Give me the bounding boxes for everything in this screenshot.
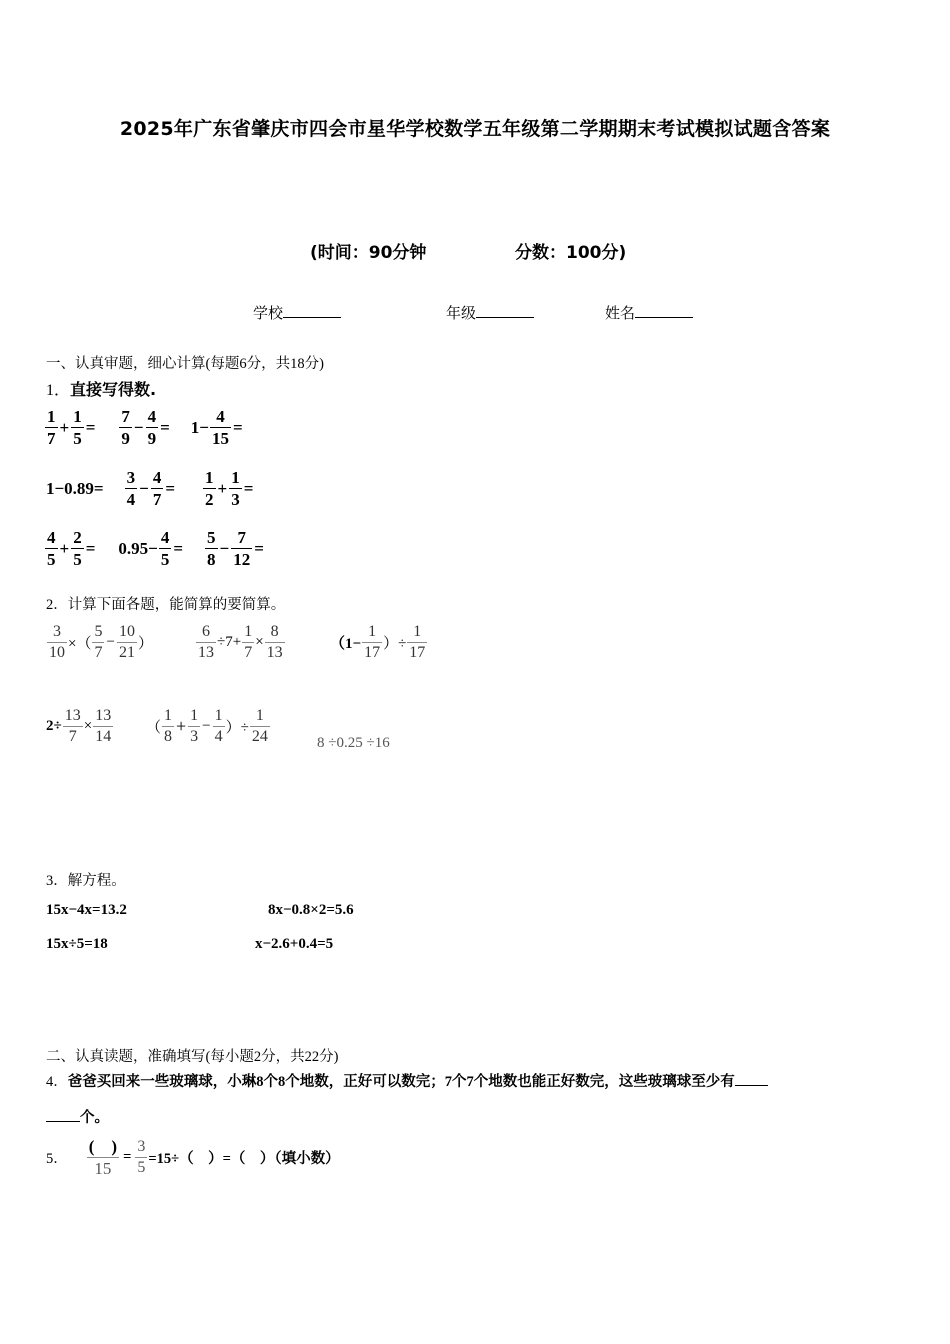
q4-body: 爸爸买回来一些玻璃球，小琳8个8个地数，正好可以数完；7个7个地数也能正好数完，这些玻璃球至少有: [67, 1074, 735, 1090]
q4-number: 4．: [46, 1074, 68, 1090]
q5-number: 5．: [46, 1151, 68, 1167]
grade-blank[interactable]: [476, 302, 534, 318]
name-blank[interactable]: [635, 302, 693, 318]
fraction: $\frac{1}{7}$: [47, 407, 56, 448]
decimal-term: 1−0.89=: [46, 478, 104, 498]
fraction: $\frac{1}{3}$: [190, 707, 199, 745]
fraction: $\frac{5}{7}$: [94, 623, 103, 661]
section2-heading: 二、认真读题，准确填写(每小题2分，共22分): [46, 1049, 339, 1065]
q2-prompt: 计算下面各题，能简算的要简算。: [67, 597, 286, 613]
fraction: $\frac{3}{5}$: [137, 1138, 146, 1176]
q5-row: 5． $\frac{( )}{15}$ = $\frac{3}{5}$ =15÷（ ）=（ ）（填小数）: [46, 1137, 340, 1178]
fraction: $\frac{3}{10}$: [49, 623, 65, 661]
q3-equation-3: 15x÷5=18: [46, 936, 108, 952]
school-blank[interactable]: [283, 302, 341, 318]
fraction: $\frac{6}{13}$: [198, 623, 214, 661]
grade-field[interactable]: [446, 302, 534, 323]
q4-answer-blank-cont[interactable]: [46, 1106, 80, 1122]
q3-equation-2: 8x−0.8×2=5.6: [268, 902, 354, 918]
q4-tail: 个。: [80, 1110, 109, 1126]
school-label: 学校: [253, 304, 284, 322]
fraction: $\frac{5}{8}$: [207, 528, 216, 569]
q4-text: [46, 1070, 768, 1091]
fraction: $\frac{1}{5}$: [73, 407, 82, 448]
exam-time: (时间：90分钟: [310, 243, 427, 263]
q1-number: 1．: [46, 382, 71, 399]
name-label: 姓名: [605, 304, 636, 322]
q2-row2-expr3: 8 ÷0.25 ÷16: [317, 735, 390, 751]
fraction: $\frac{7}{9}$: [121, 407, 130, 448]
fraction: $\frac{1}{2}$: [205, 468, 214, 509]
grade-label: 年级: [446, 304, 477, 322]
q3-equation-4: x−2.6+0.4=5: [255, 936, 334, 952]
fraction: $\frac{4}{5}$: [47, 528, 56, 569]
q3-header: [46, 869, 126, 890]
fraction: $\frac{1}{7}$: [244, 623, 253, 661]
q4-answer-blank[interactable]: [735, 1070, 768, 1086]
fraction: $\frac{3}{4}$: [126, 468, 136, 509]
q2-row2-expr2: （ $\frac{1}{8}$ + $\frac{1}{3}$ − $\frac{1}{4}$ ）÷ $\frac{1}{24}$: [146, 707, 268, 745]
name-field[interactable]: [605, 302, 693, 323]
fraction: $\frac{1}{4}$: [214, 707, 223, 745]
q1-row3: $\frac{4}{5}$ + $\frac{2}{5}$ = 0.95− $\frac{4}{5}$ = $\frac{5}{8}$ − $\frac{7}{12}$ =: [47, 528, 264, 569]
exam-title: 2025年广东省肇庆市四会市星华学校数学五年级第二学期期末考试模拟试题含答案: [119, 118, 831, 140]
q5-rest: =15÷（ ）=（ ）（填小数）: [148, 1151, 340, 1167]
fraction: $\frac{1}{17}$: [364, 623, 381, 661]
q3-equation-1: 15x−4x=13.2: [46, 902, 127, 918]
q2-number: 2．: [46, 597, 68, 613]
fraction: $\frac{8}{13}$: [266, 623, 283, 661]
q1-row1: $\frac{1}{7}$ + $\frac{1}{5}$ = $\frac{7}{9}$ − $\frac{4}{9}$ = 1− $\frac{4}{15}$ =: [47, 407, 243, 448]
fraction: $\frac{2}{5}$: [73, 528, 82, 569]
fraction: $\frac{1}{8}$: [164, 707, 173, 745]
q2-row1-expr1: $\frac{3}{10}$ ×（ $\frac{5}{7}$ − $\frac{10}{21}$ ）: [49, 623, 153, 661]
q1-header: [46, 377, 156, 400]
section1-heading: 一、认真审题，细心计算(每题6分，共18分): [46, 356, 324, 372]
decimal-term: 0.95−: [118, 538, 158, 558]
q1-row2: 1−0.89= $\frac{3}{4}$ − $\frac{4}{7}$ = $\frac{1}{2}$ + $\frac{1}{3}$ =: [46, 468, 254, 509]
q2-row2-expr1: 2÷ $\frac{13}{7}$ × $\frac{13}{14}$: [46, 707, 112, 745]
integer-term: 1−: [190, 417, 209, 437]
exam-score: 分数：100分): [515, 243, 627, 263]
fraction: $\frac{7}{12}$: [233, 528, 251, 569]
fraction: $\frac{1}{24}$: [251, 707, 268, 745]
fraction: $\frac{4}{5}$: [160, 528, 170, 569]
fraction: $\frac{4}{15}$: [211, 407, 229, 448]
q2-row1-expr2: $\frac{6}{13}$ ÷7+ $\frac{1}{7}$ × $\frac{8}{13}$: [198, 623, 283, 661]
fraction: $\frac{1}{17}$: [409, 623, 426, 661]
fraction: $\frac{10}{21}$: [118, 623, 135, 661]
q3-prompt: 解方程。: [67, 873, 126, 889]
fraction: $\frac{13}{7}$: [64, 707, 81, 745]
q2-row1-expr3: （1− $\frac{1}{17}$ ）÷ $\frac{1}{17}$: [330, 623, 426, 661]
fraction: $\frac{1}{3}$: [231, 468, 240, 509]
q1-prompt: 直接写得数.: [70, 380, 157, 399]
fraction: $\frac{4}{7}$: [152, 468, 162, 509]
q2-header: [46, 593, 285, 614]
fraction: $\frac{13}{14}$: [95, 707, 112, 745]
fraction-blank[interactable]: $\frac{( )}{15}$: [88, 1137, 118, 1178]
q3-number: 3．: [46, 873, 68, 889]
q4-text-cont: [46, 1106, 109, 1127]
school-field[interactable]: [253, 302, 341, 323]
fraction: $\frac{4}{9}$: [147, 407, 157, 448]
